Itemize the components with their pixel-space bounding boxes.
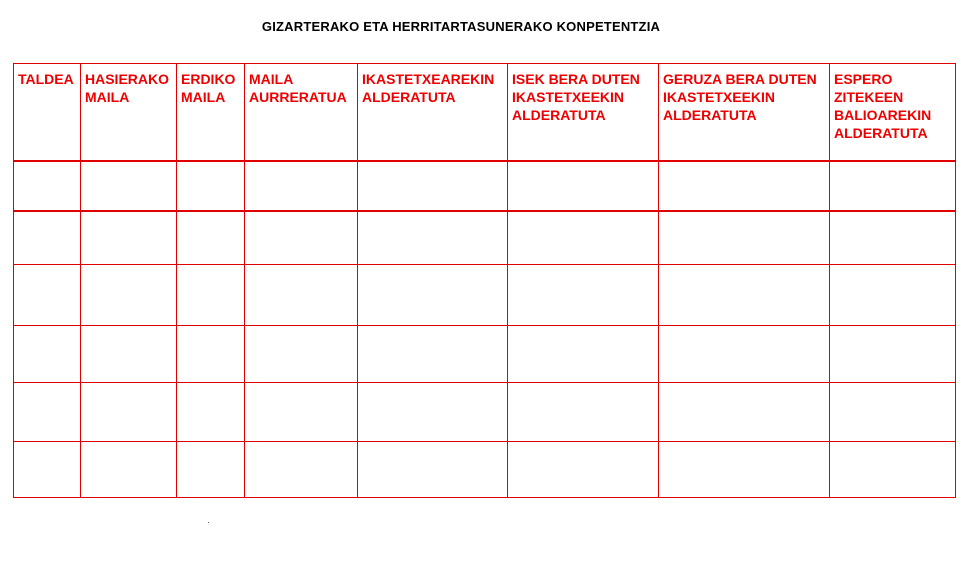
table-cell[interactable] — [81, 326, 177, 383]
table-cell[interactable] — [358, 383, 508, 442]
header-row — [14, 64, 956, 161]
table-cell[interactable] — [830, 211, 956, 265]
table-cell[interactable] — [14, 383, 81, 442]
table-cell[interactable] — [245, 326, 358, 383]
table-row — [14, 326, 956, 383]
header-cell-espero-zitekeen: ESPERO ZITEKEEN BALIOAREKIN ALDERATUTA — [830, 64, 956, 161]
table-cell[interactable] — [245, 211, 358, 265]
table-cell[interactable] — [14, 265, 81, 326]
header-cell-taldea: TALDEA — [14, 64, 81, 161]
table-cell[interactable] — [177, 326, 245, 383]
table-cell[interactable] — [358, 161, 508, 211]
header-cell-geruza-bera: GERUZA BERA DUTEN IKASTETXEEKIN ALDERATUTA — [659, 64, 830, 161]
table-cell[interactable] — [81, 265, 177, 326]
table-cell[interactable] — [508, 161, 659, 211]
table-cell[interactable] — [81, 161, 177, 211]
table-cell[interactable] — [659, 161, 830, 211]
document-title: GIZARTERAKO ETA HERRITARTASUNERAKO KONPETENTZIA — [261, 19, 661, 34]
table-cell[interactable] — [358, 326, 508, 383]
table-cell[interactable] — [830, 326, 956, 383]
table-cell[interactable] — [81, 442, 177, 498]
results-table-container — [13, 63, 955, 498]
header-cell-maila-aurreratua: MAILA AURRERATUA — [245, 64, 358, 161]
table-cell[interactable] — [81, 211, 177, 265]
table-cell[interactable] — [14, 161, 81, 211]
table-cell[interactable] — [830, 383, 956, 442]
table-cell[interactable] — [830, 161, 956, 211]
table-row — [14, 211, 956, 265]
table-cell[interactable] — [245, 265, 358, 326]
table-cell[interactable] — [659, 211, 830, 265]
table-cell[interactable] — [659, 442, 830, 498]
table-cell[interactable] — [358, 211, 508, 265]
table-cell[interactable] — [14, 211, 81, 265]
table-cell[interactable] — [245, 383, 358, 442]
header-cell-erdiko-maila: ERDIKO MAILA — [177, 64, 245, 161]
results-table — [13, 63, 956, 498]
table-cell[interactable] — [177, 265, 245, 326]
table-cell[interactable] — [177, 442, 245, 498]
table-cell[interactable] — [508, 265, 659, 326]
table-cell[interactable] — [177, 211, 245, 265]
table-cell[interactable] — [81, 383, 177, 442]
table-row — [14, 442, 956, 498]
table-cell[interactable] — [508, 326, 659, 383]
table-cell[interactable] — [508, 442, 659, 498]
table-cell[interactable] — [508, 211, 659, 265]
table-cell[interactable] — [830, 265, 956, 326]
table-cell[interactable] — [358, 442, 508, 498]
table-cell[interactable] — [14, 442, 81, 498]
table-cell[interactable] — [245, 161, 358, 211]
table-cell[interactable] — [659, 326, 830, 383]
table-row — [14, 161, 956, 211]
table-cell[interactable] — [659, 383, 830, 442]
header-cell-hasierako-maila: HASIERAKO MAILA — [81, 64, 177, 161]
table-cell[interactable] — [177, 383, 245, 442]
table-cell[interactable] — [14, 326, 81, 383]
table-cell[interactable] — [830, 442, 956, 498]
table-row — [14, 383, 956, 442]
header-cell-ikastetxearekin: IKASTETXEAREKIN ALDERATUTA — [358, 64, 508, 161]
table-cell[interactable] — [659, 265, 830, 326]
table-cell[interactable] — [508, 383, 659, 442]
table-cell[interactable] — [358, 265, 508, 326]
table-cell[interactable] — [177, 161, 245, 211]
table-row — [14, 265, 956, 326]
stray-dot — [208, 522, 209, 523]
header-cell-isek-bera: ISEK BERA DUTEN IKASTETXEEKIN ALDERATUTA — [508, 64, 659, 161]
table-cell[interactable] — [245, 442, 358, 498]
